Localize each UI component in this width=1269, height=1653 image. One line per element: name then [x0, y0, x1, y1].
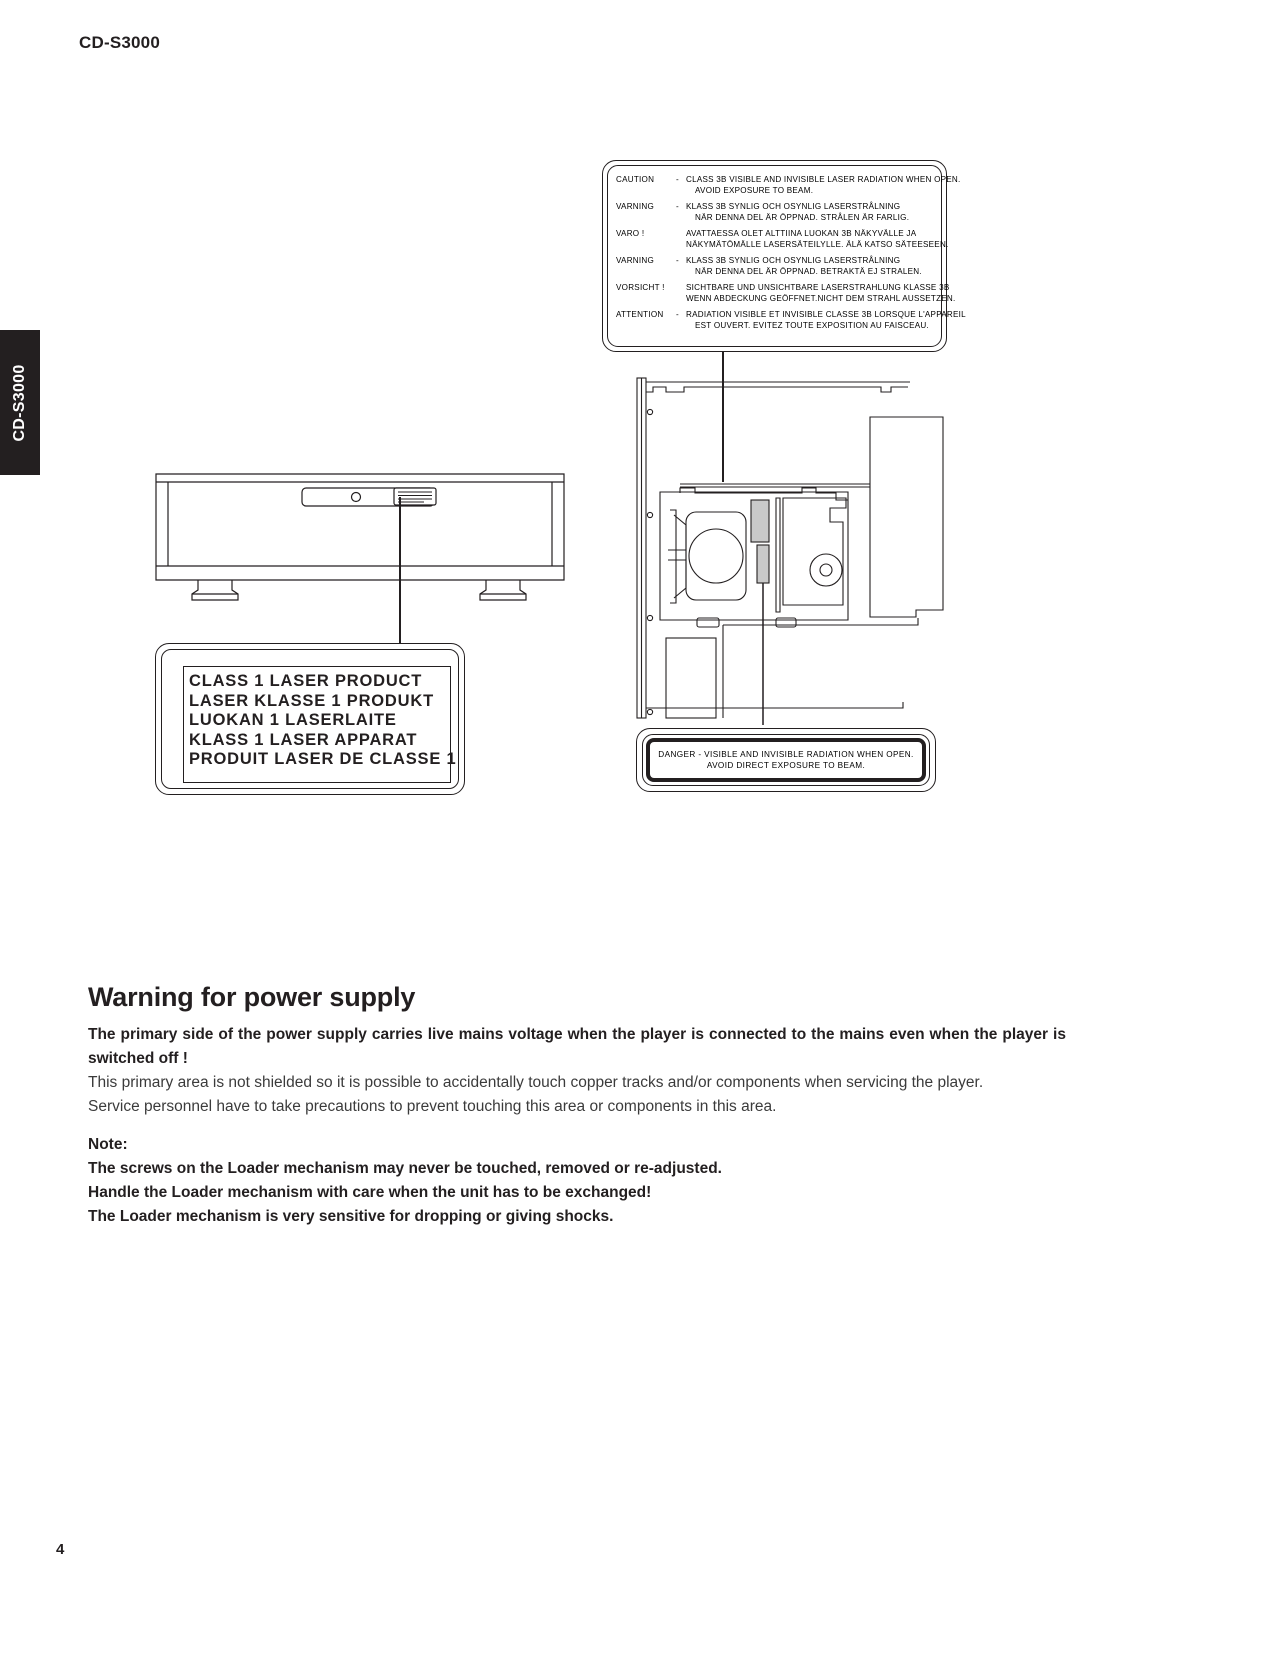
warning-paragraph-bold: The primary side of the power supply carries live mains voltage when the player is connected to the mains even when the player is switched off ! [88, 1026, 1066, 1067]
class1-line: LUOKAN 1 LASERLAITE [189, 711, 397, 729]
caution-text-lines [686, 282, 956, 305]
caution-text-lines [686, 255, 937, 278]
caution-dash [676, 228, 686, 251]
caution-text-lines [686, 228, 949, 251]
section-heading: Warning for power supply [88, 982, 416, 1012]
caution-keyword: VARNING [616, 201, 655, 211]
laser-caution-label [602, 160, 966, 352]
note-heading: Note: [88, 1136, 128, 1153]
caution-line: WENN ABDECKUNG GEÖFFNET.NICHT DEM STRAHL AUSSETZEN. [686, 294, 956, 304]
caution-line: RADIATION VISIBLE ET INVISIBLE CLASSE 3B LORSQUE L'APPAREIL [686, 309, 966, 319]
caution-line: SICHTBARE UND UNSICHTBARE LASERSTRAHLUNG KLASSE 3B [686, 282, 950, 292]
danger-line: DANGER - VISIBLE AND INVISIBLE RADIATION WHEN OPEN. [658, 750, 914, 759]
caution-row [616, 201, 937, 224]
caution-line: AVOID EXPOSURE TO BEAM. [695, 186, 814, 196]
laser-caution-text [616, 174, 966, 342]
caution-row [616, 255, 937, 278]
caution-text-lines [686, 201, 937, 224]
caution-line: NÄKYMÄTÖMÄLLE LASERSÄTEILYLLE. ÄLÄ KATSO SÄTEESEEN. [686, 240, 949, 250]
danger-label-location-highlight [757, 545, 769, 583]
class1-label-text [189, 672, 457, 770]
caution-keyword: CAUTION [616, 175, 655, 184]
caution-keyword: ATTENTION [616, 309, 664, 319]
caution-label-location-highlight [751, 500, 769, 542]
caution-row [616, 228, 949, 251]
danger-line: AVOID DIRECT EXPOSURE TO BEAM. [706, 761, 866, 770]
loader-mechanism-drawing [598, 360, 948, 725]
note-line-3: The Loader mechanism is very sensitive for dropping or giving shocks. [88, 1208, 614, 1225]
danger-label-text [650, 742, 922, 778]
section-side-tab [0, 330, 40, 475]
player-front-panel-drawing [150, 462, 570, 622]
class1-line: LASER KLASSE 1 PRODUKT [189, 691, 434, 710]
caution-line: NÄR DENNA DEL ÄR ÖPPNAD. BETRAKTÄ EJ STRALEN. [695, 267, 922, 277]
warning-body [88, 1023, 1066, 1229]
caution-text-lines [686, 309, 966, 332]
note-line-2: Handle the Loader mechanism with care when the unit has to be exchanged! [88, 1184, 652, 1201]
caution-row [616, 309, 966, 332]
class1-line: PRODUIT LASER DE CLASSE 1 [189, 750, 457, 768]
caution-dash: - [676, 309, 679, 319]
danger-label-thick-border [646, 738, 926, 782]
note-block [88, 1133, 1066, 1229]
danger-radiation-label [636, 728, 936, 792]
caution-dash: - [676, 175, 679, 184]
class1-laser-product-label [155, 643, 465, 795]
caution-dash: - [676, 255, 679, 265]
caution-keyword: VARNING [616, 255, 655, 265]
caution-dash: - [676, 201, 679, 211]
side-tab-label: CD-S3000 [11, 363, 28, 442]
caution-line: KLASS 3B SYNLIG OCH OSYNLIG LASERSTRÅLNING [686, 201, 901, 211]
caution-line: EST OUVERT. EVITEZ TOUTE EXPOSITION AU FAISCEAU. [695, 321, 930, 331]
class1-line: CLASS 1 LASER PRODUCT [189, 672, 423, 690]
page-number: 4 [56, 1541, 65, 1558]
warning-paragraph-1: This primary area is not shielded so it is possible to accidentally touch copper tracks and/or components when servicing the player. [88, 1074, 984, 1091]
warning-paragraph-2: Service personnel have to take precautions to prevent touching this area or components in this area. [88, 1098, 777, 1115]
caution-keyword: VORSICHT ! [616, 282, 665, 292]
leader-line-class1 [399, 497, 401, 643]
caution-line: CLASS 3B VISIBLE AND INVISIBLE LASER RADIATION WHEN OPEN. [686, 175, 961, 184]
caution-dash [676, 282, 686, 305]
caution-text-lines [686, 174, 961, 197]
caution-row [616, 282, 956, 305]
caution-line: KLASS 3B SYNLIG OCH OSYNLIG LASERSTRÅLNING [686, 255, 901, 265]
caution-keyword: VARO ! [616, 228, 645, 238]
class1-line: KLASS 1 LASER APPARAT [189, 730, 418, 749]
caution-line: NÄR DENNA DEL ÄR ÖPPNAD. STRÅLEN ÄR FARLIG. [695, 213, 910, 223]
caution-row [616, 174, 961, 197]
page-title: CD-S3000 [79, 33, 160, 52]
note-line-1: The screws on the Loader mechanism may never be touched, removed or re-adjusted. [88, 1160, 722, 1177]
caution-line: AVATTAESSA OLET ALTTIINA LUOKAN 3B NÄKYVÄLLE JA [686, 228, 917, 238]
